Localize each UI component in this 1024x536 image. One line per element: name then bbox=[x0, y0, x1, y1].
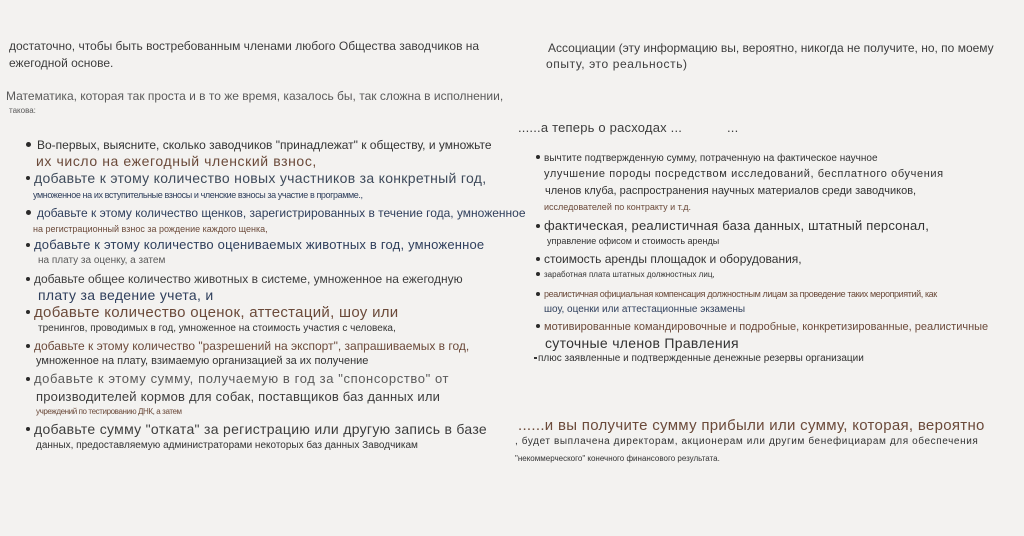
expense-item-1-line4: исследователей по контракту и т.д. bbox=[544, 202, 692, 212]
income-item-8-line1: добавьте к этому сумму, получаемую в год за "спонсорство" от bbox=[26, 371, 449, 386]
income-item-7-line1: добавьте к этому количество "разрешений на экспорт", запрашиваемых в год, bbox=[26, 339, 469, 353]
expense-item-5-line1: реалистичная официальная компенсация должностным лицам за проведение таких мероприятий, как bbox=[536, 289, 937, 299]
result-line1: ......и вы получите сумму прибыли или сумму, которая, вероятно bbox=[518, 417, 985, 434]
income-item-8-line2: производителей кормов для собак, поставщиков баз данных или bbox=[36, 389, 441, 404]
income-item-6-line2: тренингов, проводимых в год, умноженное на стоимость участия с человека, bbox=[38, 323, 396, 334]
expense-item-1-line3: членов клуба, распространения научных материалов среди заводчиков, bbox=[545, 185, 917, 197]
association-text-line2: опыту, это реальность) bbox=[546, 57, 688, 71]
income-item-8-line3: учреждений по тестированию ДНК, а затем bbox=[36, 407, 182, 416]
income-item-3-line2: на регистрационный взнос за рождение каждого щенка, bbox=[33, 224, 268, 234]
expense-item-4-line1: заработная плата штатных должностных лиц, bbox=[536, 270, 715, 279]
math-text: Математика, которая так проста и в то же время, казалось бы, так сложна в исполнении, bbox=[6, 89, 504, 103]
income-item-1-line2: их число на ежегодный членский взнос, bbox=[36, 153, 317, 169]
intro-text-line1: достаточно, чтобы быть востребованным членами любого Общества заводчиков на bbox=[9, 39, 480, 53]
small-dash-bullet bbox=[534, 357, 537, 359]
association-text-line1: Ассоциации (эту информацию вы, вероятно, никогда не получите, но, по моему bbox=[548, 41, 994, 55]
expense-item-2-line1: фактическая, реалистичная база данных, штатный персонал, bbox=[536, 218, 929, 233]
expense-item-6-line1: мотивированные командировочные и подробные, конкретизированные, реалистичные bbox=[536, 321, 988, 333]
expense-item-3-line1: стоимость аренды площадок и оборудования, bbox=[536, 252, 802, 266]
income-item-7-line2: умноженное на плату, взимаемую организацией за их получение bbox=[36, 355, 369, 367]
income-item-2-line1: добавьте к этому количество новых участников за конкретный год, bbox=[26, 170, 486, 186]
expense-item-1-line2: улучшение породы посредством исследований, бесплатного обучения bbox=[544, 168, 944, 180]
expense-item-7-line1 bbox=[534, 353, 864, 364]
income-item-9-line2: данных, предоставляемую администраторами некоторых баз данных Заводчикам bbox=[36, 440, 418, 451]
expense-item-5-line2: шоу, оценки или аттестационные экзамены bbox=[544, 304, 746, 315]
income-item-5-line2: плату за ведение учета, и bbox=[38, 287, 214, 303]
expense-item-2-line2: управление офисом и стоимость аренды bbox=[547, 236, 720, 246]
income-item-4-line1: добавьте к этому количество оцениваемых животных в год, умноженное bbox=[26, 237, 484, 252]
expense-item-7-text: плюс заявленные и подтвержденные денежные резервы организации bbox=[538, 353, 864, 364]
intro-text-line2: ежегодной основе. bbox=[9, 56, 114, 70]
expense-item-1-line1: вычтите подтвержденную сумму, потраченную на фактическое научное bbox=[536, 153, 878, 164]
expenses-heading: ......а теперь о расходах ... bbox=[518, 120, 683, 135]
income-item-5-line1: добавьте общее количество животных в системе, умноженное на ежегодную bbox=[26, 272, 463, 286]
expenses-heading-tail: ... bbox=[727, 120, 739, 135]
income-item-6-line1: добавьте количество оценок, аттестаций, шоу или bbox=[26, 304, 399, 321]
income-item-9-line1: добавьте сумму "отката" за регистрацию или другую запись в базе bbox=[26, 421, 487, 437]
expense-item-6-line2: суточные членов Правления bbox=[545, 335, 739, 351]
result-line3: "некоммерческого" конечного финансового результата. bbox=[515, 454, 720, 463]
math-suffix: такова: bbox=[9, 106, 36, 115]
income-item-1-line1: Во-первых, выясните, сколько заводчиков "принадлежат" к обществу, и умножьте bbox=[26, 138, 492, 152]
income-item-2-line2: умноженное на их вступительные взносы и членские взносы за участие в программе., bbox=[33, 190, 363, 200]
income-item-4-line2: на плату за оценку, а затем bbox=[38, 255, 166, 266]
income-item-3-line1: добавьте к этому количество щенков, зарегистрированных в течение года, умноженное bbox=[26, 206, 526, 220]
result-line2: , будет выплачена директорам, акционерам или другим бенефициарам для обеспечения bbox=[515, 436, 979, 447]
